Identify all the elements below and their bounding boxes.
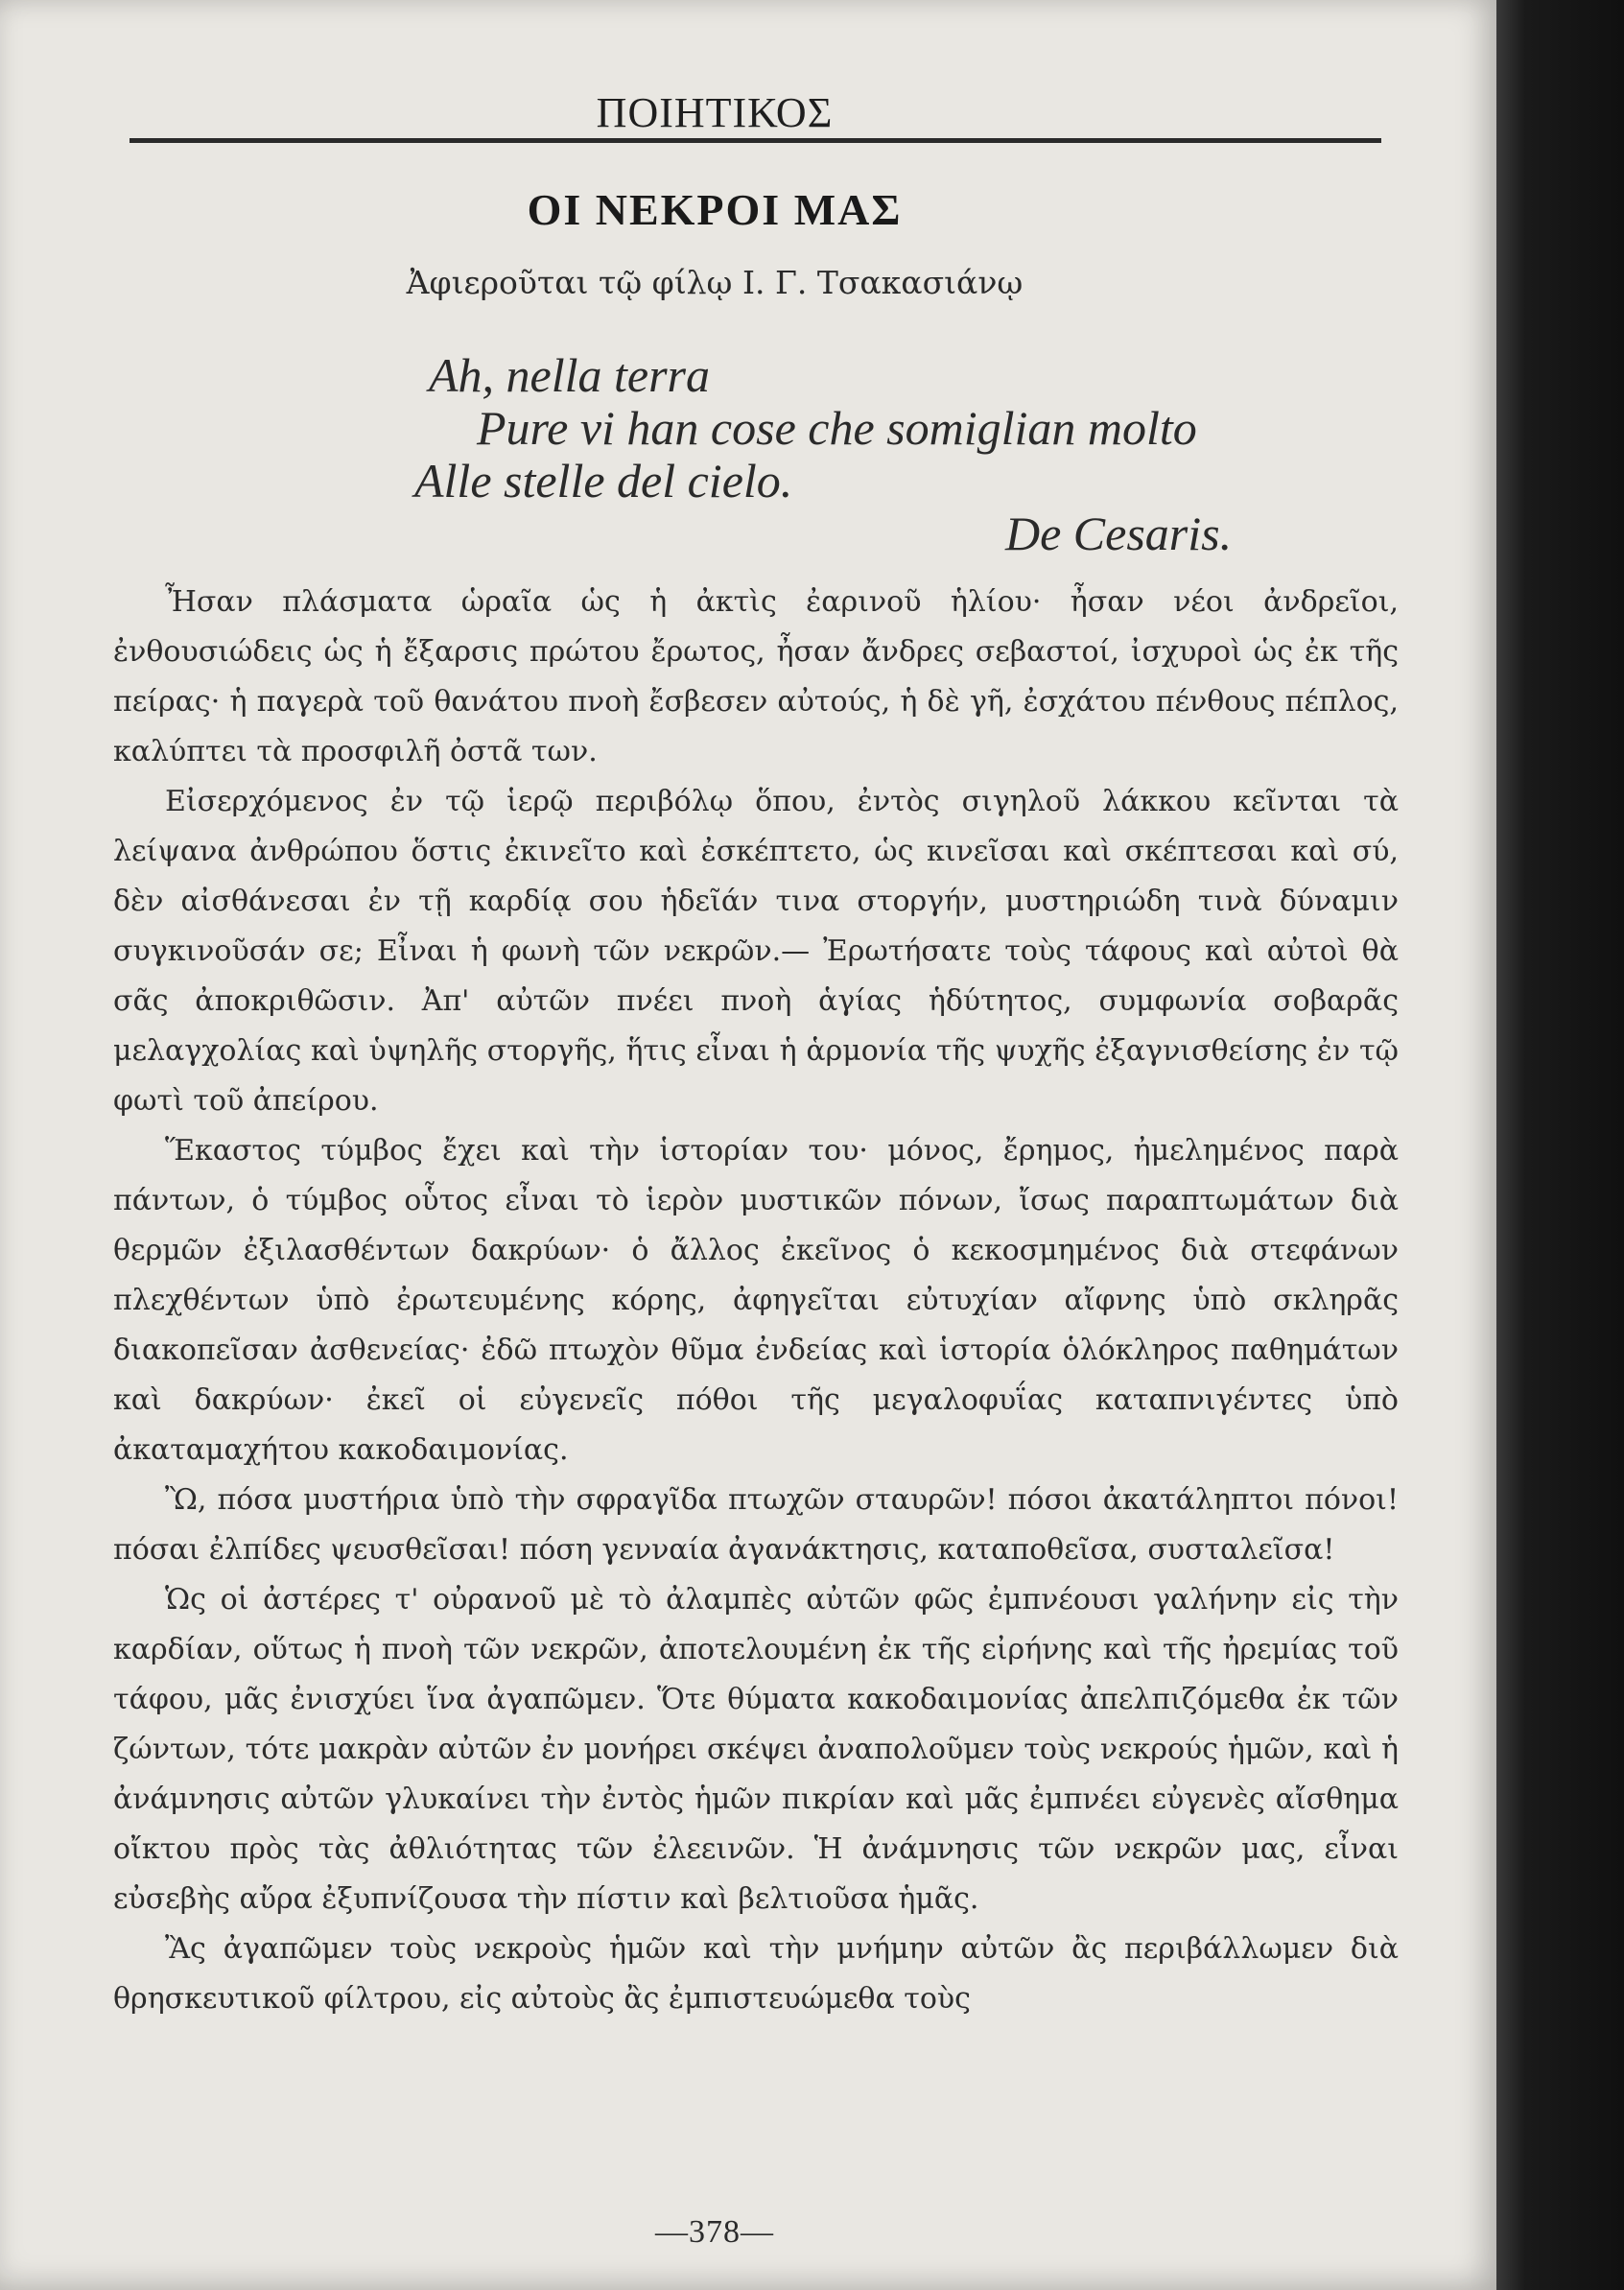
article-title: ΟΙ ΝΕΚΡΟΙ ΜΑΣ bbox=[527, 185, 903, 234]
page-number: —378— bbox=[655, 2214, 774, 2250]
epigraph-attribution: De Cesaris. bbox=[1005, 507, 1233, 560]
epigraph-line: Ah, nella terra bbox=[429, 348, 711, 402]
dedication: Ἀφιεροῦται τῷ φίλῳ Ι. Γ. Τσακασιάνῳ bbox=[406, 264, 1024, 301]
paragraph: Ἦσαν πλάσματα ὡραῖα ὡς ἡ ἀκτὶς ἐαρινοῦ ἡλίου· ἦσαν νέοι ἀνδρεῖοι, ἐνθουσιώδεις ὡς ἡ ἔξαρσις πρώτου ἔρωτος, ἦσαν ἄνδρες σεβαστοί, ἰσχυροὶ ὡς ἐκ τῆς πείρας· ἡ παγερὰ τοῦ θανάτου πνοὴ ἔσβεσεν αὐτούς, ἡ δὲ γῆ, ἐσχάτου πένθους πέπλος, καλύπτει τὰ προσφιλῆ ὀστᾶ των. bbox=[113, 585, 1399, 768]
article-body bbox=[113, 578, 1399, 2024]
header-rule bbox=[129, 138, 1381, 143]
scan-border bbox=[1496, 0, 1624, 2290]
epigraph-line: Alle stelle del cielo. bbox=[414, 454, 793, 508]
paragraph: Ἕκαστος τύμβος ἔχει καὶ τὴν ἱστορίαν του· μόνος, ἔρημος, ἠμελημένος παρὰ πάντων, ὁ τύμβος οὗτος εἶναι τὸ ἱερὸν μυστικῶν πόνων, ἴσως παραπτωμάτων διὰ θερμῶν ἐξιλασθέντων δακρύων· ὁ ἄλλος ἐκεῖνος ὁ κεκοσμημένος διὰ στεφάνων πλεχθέντων ὑπὸ ἐρωτευμένης κόρης, ἀφηγεῖται εὐτυχίαν αἴφνης ὑπὸ σκληρᾶς διακοπεῖσαν ἀσθενείας· ἐδῶ πτωχὸν θῦμα ἐνδείας καὶ ἱστορία ὁλόκληρος παθημάτων καὶ δακρύων· ἐκεῖ οἱ εὐγενεῖς πόθοι τῆς μεγαλοφυΐας καταπνιγέντες ὑπὸ ἀκαταμαχήτου κακοδαιμονίας. bbox=[113, 1134, 1399, 1467]
paragraph: Ὡς οἱ ἀστέρες τ' οὐρανοῦ μὲ τὸ ἀλαμπὲς αὐτῶν φῶς ἐμπνέουσι γαλήνην εἰς τὴν καρδίαν, οὕτως ἡ πνοὴ τῶν νεκρῶν, ἀποτελουμένη ἐκ τῆς εἰρήνης καὶ τῆς ἠρεμίας τοῦ τάφου, μᾶς ἐνισχύει ἵνα ἀγαπῶμεν. Ὅτε θύματα κακοδαιμονίας ἀπελπιζόμεθα ἐκ τῶν ζώντων, τότε μακρὰν αὐτῶν ἐν μονήρει σκέψει ἀναπολοῦμεν τοὺς νεκρούς ἡμῶν, καὶ ἡ ἀνάμνησις αὐτῶν γλυκαίνει τὴν ἐντὸς ἡμῶν πικρίαν καὶ μᾶς ἐμπνέει εὐγενὲς αἴσθημα οἴκτου πρὸς τὰς ἀθλιότητας τῶν ἐλεεινῶν. Ἡ ἀνάμνησις τῶν νεκρῶν μας, εἶναι εὐσεβὴς αὔρα ἐξυπνίζουσα τὴν πίστιν καὶ βελτιοῦσα ἡμᾶς. bbox=[113, 1583, 1399, 1916]
paragraph: Ὢ, πόσα μυστήρια ὑπὸ τὴν σφραγῖδα πτωχῶν σταυρῶν! πόσοι ἀκατάληπτοι πόνοι! πόσαι ἐλπίδες ψευσθεῖσαι! πόση γενναία ἀγανάκτησις, καταποθεῖσα, συσταλεῖσα! bbox=[113, 1483, 1399, 1567]
epigraph-line: Pure vi han cose che somiglian molto bbox=[477, 401, 1197, 455]
paragraph: Ἂς ἀγαπῶμεν τοὺς νεκροὺς ἡμῶν καὶ τὴν μνήμην αὐτῶν ἂς περιβάλλωμεν διὰ θρησκευτικοῦ φίλτρου, εἰς αὐτοὺς ἂς ἐμπιστευώμεθα τοὺς bbox=[113, 1932, 1399, 2016]
running-head: ΠΟΙΗΤΙΚΟΣ bbox=[596, 89, 834, 136]
paragraph: Εἰσερχόμενος ἐν τῷ ἱερῷ περιβόλῳ ὅπου, ἐντὸς σιγηλοῦ λάκκου κεῖνται τὰ λείψανα ἀνθρώπου ὅστις ἐκινεῖτο καὶ ἐσκέπτετο, ὡς κινεῖσαι καὶ σκέπτεσαι καὶ σύ, δὲν αἰσθάνεσαι ἐν τῇ καρδίᾳ σου ἡδεῖάν τινα στοργήν, μυστηριώδη τινὰ δύναμιν συγκινοῦσάν σε; Εἶναι ἡ φωνὴ τῶν νεκρῶν.— Ἐρωτήσατε τοὺς τάφους καὶ αὐτοὶ θὰ σᾶς ἀποκριθῶσιν. Ἀπ' αὐτῶν πνέει πνοὴ ἁγίας ἡδύτητος, συμφωνία σοβαρᾶς μελαγχολίας καὶ ὑψηλῆς στοργῆς, ἥτις εἶναι ἡ ἁρμονία τῆς ψυχῆς ἐξαγνισθείσης ἐν τῷ φωτὶ τοῦ ἀπείρου. bbox=[113, 785, 1399, 1118]
